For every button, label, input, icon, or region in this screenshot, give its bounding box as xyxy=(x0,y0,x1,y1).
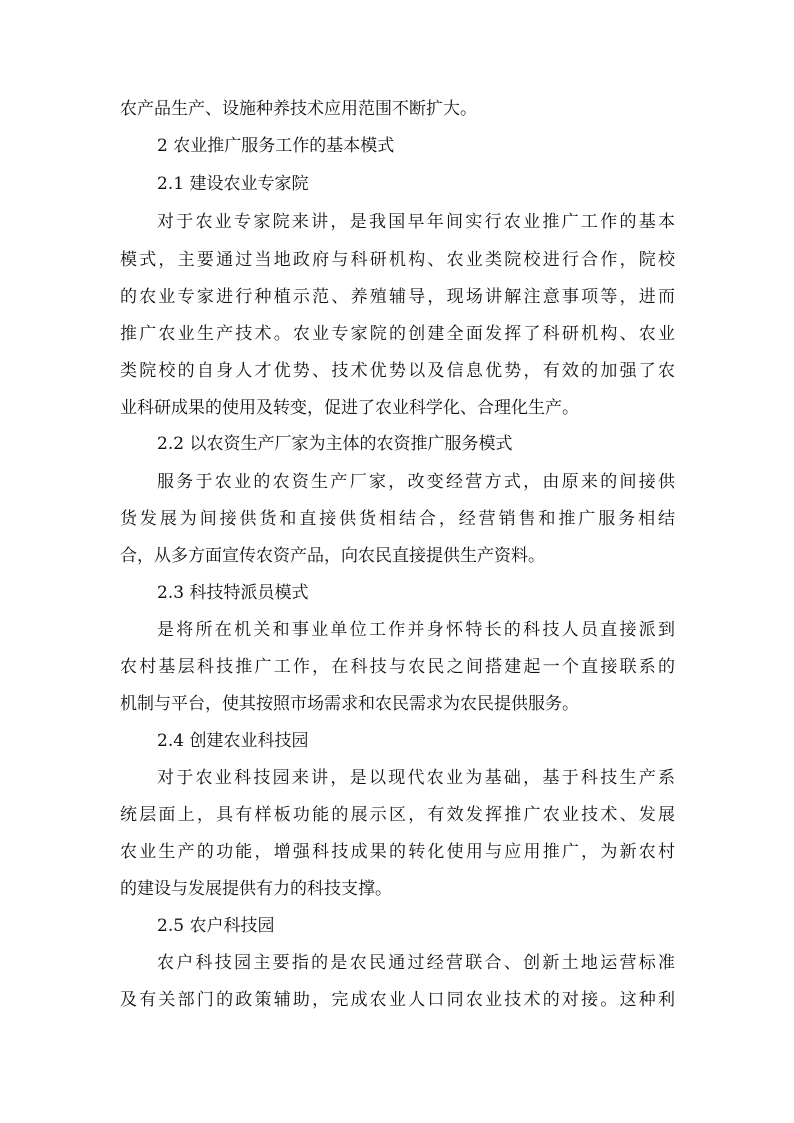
paragraph-line: 统层面上，具有样板功能的展示区，有效发挥推广农业技术、发展 xyxy=(120,805,675,825)
subsection-heading: 2.1 建设农业专家院 xyxy=(157,174,309,194)
paragraph-line: 合，从多方面宣传农资产品，向农民直接提供生产资料。 xyxy=(120,546,545,566)
paragraph-line: 农户科技园主要指的是农民通过经营联合、创新土地运营标准 xyxy=(157,953,675,973)
subsection-heading: 2.4 创建农业科技园 xyxy=(157,731,309,751)
paragraph-line: 机制与平台，使其按照市场需求和农民需求为农民提供服务。 xyxy=(120,694,579,714)
paragraph-line: 推广农业生产技术。农业专家院的创建全面发挥了科研机构、农业 xyxy=(120,324,675,344)
section-heading: 2 农业推广服务工作的基本模式 xyxy=(157,136,395,156)
paragraph-line: 对于农业专家院来讲，是我国早年间实行农业推广工作的基本 xyxy=(157,212,675,232)
paragraph-line: 服务于农业的农资生产厂家，改变经营方式，由原来的间接供 xyxy=(157,472,675,492)
paragraph-line: 农产品生产、设施种养技术应用范围不断扩大。 xyxy=(120,99,477,119)
paragraph-line: 的建设与发展提供有力的科技支撑。 xyxy=(120,879,392,899)
paragraph-line: 对于农业科技园来讲，是以现代农业为基础，基于科技生产系 xyxy=(157,768,675,788)
subsection-heading: 2.2 以农资生产厂家为主体的农资推广服务模式 xyxy=(157,434,513,454)
paragraph-line: 及有关部门的政策辅助，完成农业人口同农业技术的对接。这种利 xyxy=(120,990,675,1010)
subsection-heading: 2.3 科技特派员模式 xyxy=(157,583,309,603)
paragraph-line: 业科研成果的使用及转变，促进了农业科学化、合理化生产。 xyxy=(120,398,579,418)
paragraph-line: 农村基层科技推广工作，在科技与农民之间搭建起一个直接联系的 xyxy=(120,657,675,677)
paragraph-line: 是将所在机关和事业单位工作并身怀特长的科技人员直接派到 xyxy=(157,620,675,640)
paragraph-line: 类院校的自身人才优势、技术优势以及信息优势，有效的加强了农 xyxy=(120,361,675,381)
subsection-heading: 2.5 农户科技园 xyxy=(157,916,275,936)
paragraph-line: 模式，主要通过当地政府与科研机构、农业类院校进行合作，院校 xyxy=(120,250,675,270)
paragraph-line: 农业生产的功能，增强科技成果的转化使用与应用推广，为新农村 xyxy=(120,842,675,862)
paragraph-line: 的农业专家进行种植示范、养殖辅导，现场讲解注意事项等，进而 xyxy=(120,287,675,307)
paragraph-line: 货发展为间接供货和直接供货相结合，经营销售和推广服务相结 xyxy=(120,509,675,529)
